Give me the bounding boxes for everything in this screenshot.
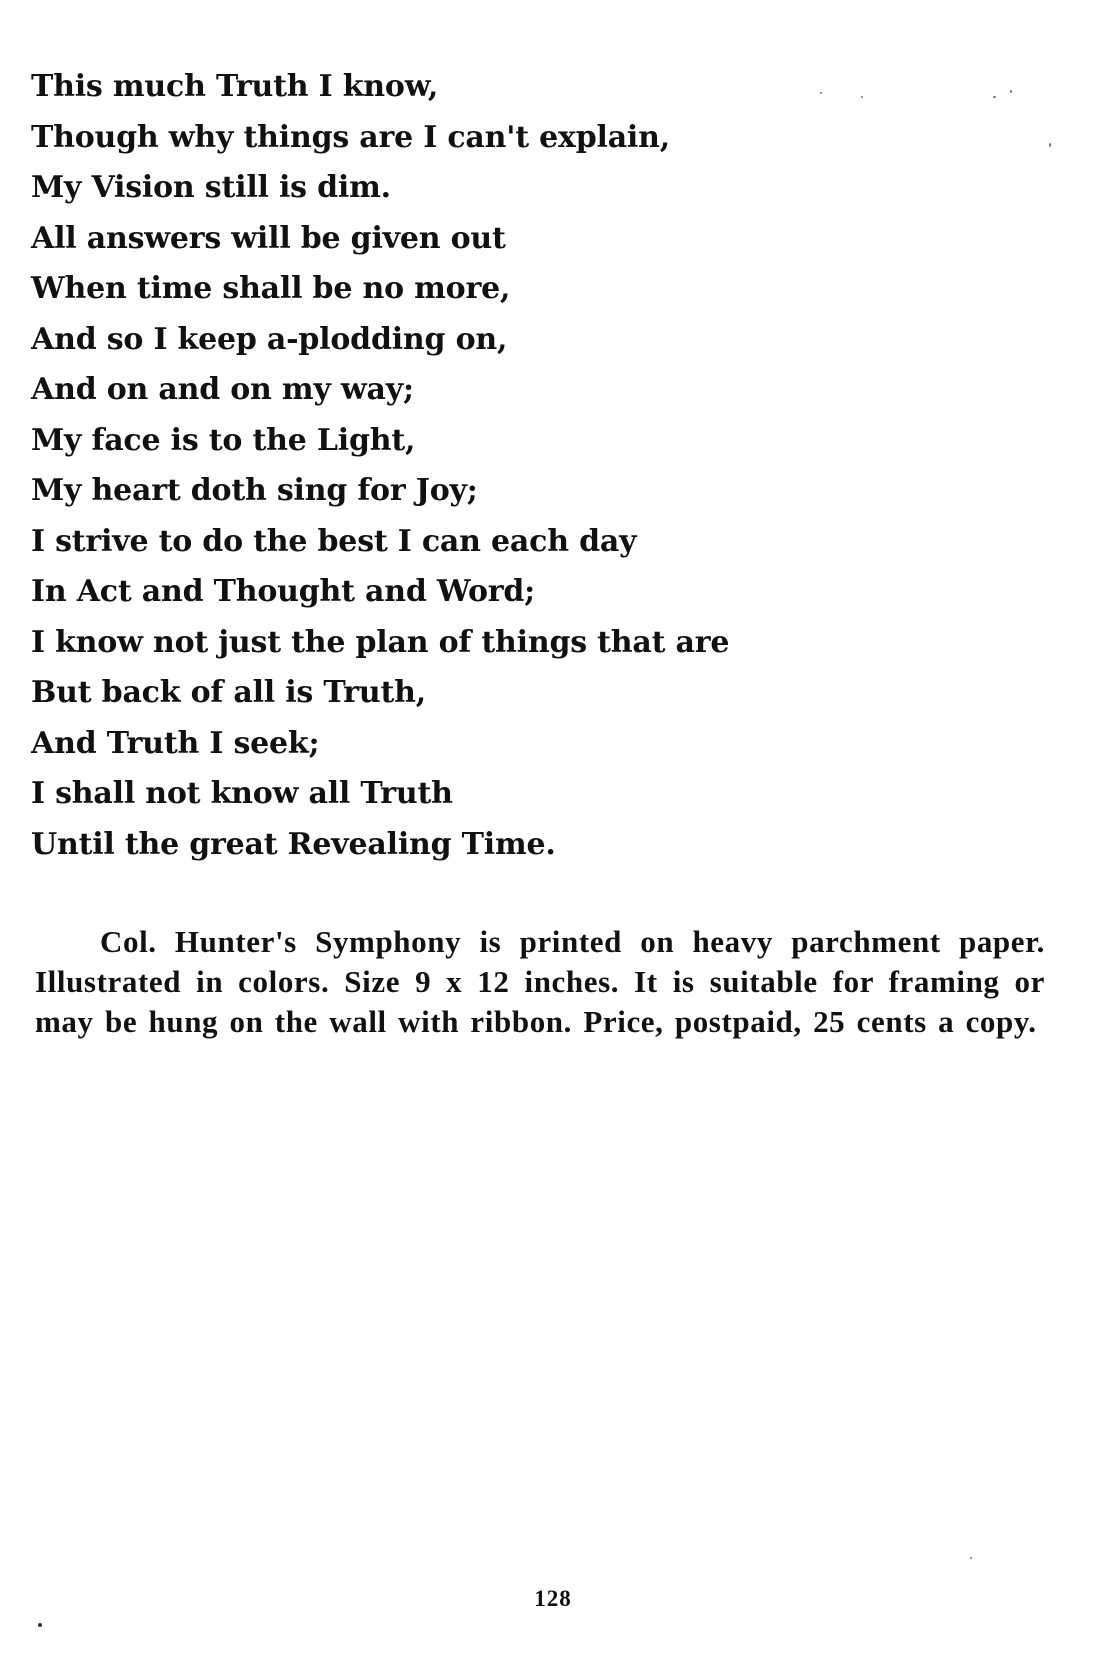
poem-line: My face is to the Light,: [31, 422, 416, 458]
scan-speck: [993, 96, 996, 98]
poem-line: In Act and Thought and Word;: [31, 574, 536, 609]
poem-line: And on and on my way;: [31, 372, 414, 407]
poem-line: But back of all is Truth,: [31, 675, 427, 710]
advertisement-paragraph: Col. Hunter's Symphony is printed on heavy parchment paper. Illustrated in colors. Size 9 x 12 inches. It is suitable for framing or may be hung on the wall with ribbon. Price, postpaid, 25 cents a copy.: [35, 924, 1045, 1039]
poem-line: This much Truth I know,: [31, 69, 439, 104]
poem-line: All answers will be given out: [31, 220, 506, 256]
scan-speck: [1010, 90, 1012, 93]
poem-line: My Vision still is dim.: [31, 170, 391, 205]
poem-line: Until the great Revealing Time.: [31, 826, 556, 862]
poem-line: I strive to do the best I can each day: [31, 523, 637, 559]
scan-speck: [861, 96, 863, 98]
scan-speck: [38, 1623, 42, 1627]
poem-line: My heart doth sing for Joy;: [31, 473, 478, 508]
poem-line: And so I keep a-plodding on,: [31, 321, 508, 357]
poem: [31, 62, 729, 870]
poem-line: And Truth I seek;: [31, 725, 320, 761]
poem-line: I know not just the plan of things that are: [31, 624, 730, 660]
page-number: 128: [534, 1586, 572, 1611]
poem-line: I shall not know all Truth: [31, 776, 453, 811]
scan-speck: [1049, 143, 1051, 147]
scan-speck: [820, 92, 822, 94]
scan-speck: [970, 1557, 972, 1559]
poem-line: When time shall be no more,: [31, 271, 511, 306]
poem-line: Though why things are I can't explain,: [31, 119, 670, 155]
